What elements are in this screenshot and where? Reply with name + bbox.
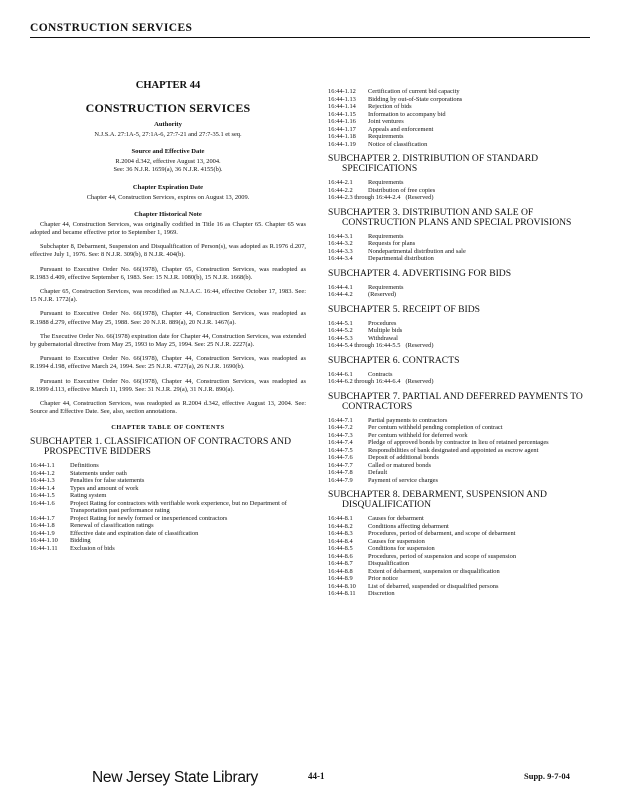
history-paragraph: Pursuant to Executive Order No. 66(1978), Chapter 44, Construction Services, was readopted as R.1988 d.279, effective May 25, 1988. See: 20 N.J.R. 889(a), 20 N.J.R. 1467(a). <box>30 310 306 326</box>
section-number: 16:44-7.1 <box>328 416 353 424</box>
section-title: (Reserved) <box>405 342 434 349</box>
toc-entry[interactable] <box>328 118 590 126</box>
section-number: 16:44-8.11 <box>328 590 356 597</box>
section-title: Bidding by out-of-State corporations <box>368 95 463 103</box>
subchapter-heading: SUBCHAPTER 1. CLASSIFICATION OF CONTRACTORS AND PROSPECTIVE BIDDERS <box>30 436 292 458</box>
section-number: 16:44-2.1 <box>328 179 353 186</box>
toc-entry[interactable] <box>328 141 590 149</box>
section-number: 16:44-1.8 <box>30 522 55 530</box>
left-column <box>30 80 306 552</box>
section-number: 16:44-8.6 <box>328 552 353 560</box>
toc-entry[interactable] <box>328 439 590 447</box>
section-title: Departmental distribution <box>368 255 434 262</box>
section-number: 16:44-1.11 <box>30 544 58 552</box>
toc-entry[interactable] <box>328 590 590 598</box>
section-title: Requirements <box>368 133 404 140</box>
expiration-text: Chapter 44, Construction Services, expires on August 13, 2009. <box>86 193 250 201</box>
section-title: Project Rating for contractors with verifiable work experience, but no Department of Transportation past performance rating <box>70 499 287 515</box>
toc-entry[interactable] <box>328 96 590 104</box>
toc-entry[interactable] <box>328 248 590 256</box>
section-number: 16:44-5.3 <box>328 334 353 342</box>
section-number: 16:44-2.3 through 16:44-2.4 <box>328 194 401 201</box>
history-paragraph: Chapter 44, Construction Services, was readopted as R.2004 d.342, effective August 13, 2004. See: Source and Effective Date. See, also, section annotations. <box>30 400 306 416</box>
section-number: 16:44-1.17 <box>328 125 356 133</box>
toc-entry[interactable] <box>30 470 306 478</box>
section-number: 16:44-1.18 <box>328 133 356 140</box>
section-number: 16:44-7.3 <box>328 431 353 439</box>
section-number: 16:44-1.7 <box>30 514 55 522</box>
toc-entry[interactable] <box>328 126 590 134</box>
toc-entry[interactable] <box>328 462 590 470</box>
history-paragraph: Chapter 65, Construction Services, was recodified as N.J.A.C. 16:44, effective October 17, 1983. See: 15 N.J.R. 1772(a). <box>30 288 306 304</box>
section-number: 16:44-7.2 <box>328 424 353 431</box>
section-title: Extent of debarment, suspension or disqualification <box>368 567 500 575</box>
section-number: 16:44-4.1 <box>328 283 353 291</box>
section-number: 16:44-1.5 <box>30 492 55 500</box>
section-number: 16:44-8.2 <box>328 522 353 530</box>
section-title: Called or matured bonds <box>368 461 432 469</box>
toc-entry[interactable] <box>30 545 306 553</box>
toc-entry[interactable] <box>328 432 590 440</box>
toc-entry[interactable] <box>328 291 590 299</box>
section-title: Withdrawal <box>368 334 398 342</box>
authority-heading: Authority <box>154 121 182 128</box>
toc-entry[interactable] <box>328 335 590 343</box>
history-paragraph: Chapter 44, Construction Services, was originally codified in Title 16 as Chapter 65. Chapter 65 was adopted and became effective prior to September 1, 1969. <box>30 220 306 237</box>
section-number: 16:44-1.3 <box>30 477 55 485</box>
section-number: 16:44-3.2 <box>328 240 353 247</box>
section-title: List of debarred, suspended or disqualified persons <box>368 582 499 590</box>
toc-entry[interactable] <box>328 417 590 425</box>
section-number: 16:44-7.6 <box>328 454 353 461</box>
toc-entry[interactable] <box>328 240 590 248</box>
toc-entry[interactable] <box>328 342 590 350</box>
history-paragraph: Subchapter 8, Debarment, Suspension and Disqualification of Person(s), was adopted as R.1976 d.207, effective July 1, 1976. See: 8 N.J.R. 309(b), 8 N.J.R. 404(b). <box>30 243 306 259</box>
source-line: See: 36 N.J.R. 1659(a), 36 N.J.R. 4155(b). <box>113 166 223 174</box>
history-paragraph: Pursuant to Executive Order No. 66(1978), Chapter 44, Construction Services, was readopted as R.1994 d.198, effective March 24, 1994. See: 25 N.J.R. 4727(a), 26 N.J.R. 1690(b). <box>30 355 306 371</box>
section-title: Disqualification <box>368 560 410 567</box>
toc-entry[interactable] <box>30 530 306 538</box>
subchapter-heading: SUBCHAPTER 4. ADVERTISING FOR BIDS <box>328 267 512 279</box>
section-number: 16:44-3.1 <box>328 232 353 240</box>
running-title: CONSTRUCTION SERVICES <box>30 22 193 34</box>
toc-heading: CHAPTER TABLE OF CONTENTS <box>111 424 225 432</box>
section-title: Exclusion of bids <box>70 544 115 552</box>
toc-entry[interactable] <box>328 103 590 111</box>
toc-entry[interactable] <box>328 284 590 292</box>
toc-entry[interactable] <box>328 530 590 538</box>
section-title: Definitions <box>70 462 99 470</box>
section-number: 16:44-3.3 <box>328 247 353 255</box>
toc-entry[interactable] <box>328 320 590 328</box>
section-number: 16:44-3.4 <box>328 255 353 262</box>
toc-entry[interactable] <box>328 568 590 576</box>
history-paragraph: Pursuant to Executive Order No. 66(1978), Chapter 44, Construction Services, was readopted as R.1999 d.113, effective March 11, 1999. See: 31 N.J.R. 29(a), 31 N.J.R. 890(a). <box>30 377 306 393</box>
section-title: Conditions for suspension <box>368 545 435 552</box>
footer-page-number: 44-1 <box>308 771 325 781</box>
section-title: Contracts <box>368 370 393 378</box>
section-title: Certification of current bid capacity <box>368 88 460 95</box>
toc-entry[interactable] <box>328 560 590 568</box>
toc-entry[interactable] <box>328 447 590 455</box>
section-title: Information to accompany bid <box>368 110 446 118</box>
section-number: 16:44-1.16 <box>328 118 356 125</box>
section-number: 16:44-8.8 <box>328 567 353 575</box>
toc-entry[interactable] <box>328 179 590 187</box>
toc-entry[interactable] <box>328 371 590 379</box>
section-number: 16:44-1.6 <box>30 499 55 507</box>
toc-entry[interactable] <box>328 233 590 241</box>
section-title: Default <box>368 469 388 476</box>
section-number: 16:44-1.19 <box>328 140 356 148</box>
section-title: (Reserved) <box>368 291 397 298</box>
toc-entry[interactable] <box>328 378 590 386</box>
history-paragraph: The Executive Order No. 66(1978) expiration date for Chapter 44, Construction Services, was extended by gubernatorial directive from May 25, 1993 to May 25, 1994. See: 25 N.J.R. 2227(a). <box>30 332 306 349</box>
section-number: 16:44-7.5 <box>328 446 353 454</box>
section-number: 16:44-1.14 <box>328 103 356 110</box>
section-number: 16:44-7.8 <box>328 469 353 476</box>
section-title: Requirements <box>368 179 404 186</box>
section-number: 16:44-8.9 <box>328 575 353 582</box>
toc-left <box>30 437 306 552</box>
section-title: Procedures, period of suspension and scope of suspension <box>368 552 517 560</box>
section-title: Conditions affecting debarment <box>368 522 449 530</box>
section-number: 16:44-1.10 <box>30 537 58 545</box>
section-title: (Reserved) <box>405 194 434 201</box>
section-title: Effective date and expiration date of classification <box>70 529 199 537</box>
section-title: Renewal of classification ratings <box>70 522 154 530</box>
toc-entry[interactable] <box>328 88 590 96</box>
header-rule <box>30 37 590 38</box>
toc-entry[interactable] <box>328 327 590 335</box>
toc-entry[interactable] <box>30 462 306 470</box>
toc-entry[interactable] <box>328 469 590 477</box>
section-number: 16:44-1.9 <box>30 529 55 537</box>
section-number: 16:44-7.7 <box>328 461 353 469</box>
section-number: 16:44-1.2 <box>30 469 55 477</box>
section-title: Rejection of bids <box>368 103 412 110</box>
section-title: Partial payments to contractors <box>368 416 448 424</box>
section-title: Discretion <box>368 590 395 597</box>
toc-entry[interactable] <box>328 477 590 485</box>
section-number: 16:44-8.10 <box>328 582 356 590</box>
chapter-number: CHAPTER 44 <box>135 80 201 91</box>
toc-entry[interactable] <box>328 515 590 523</box>
toc-entry[interactable] <box>30 500 306 515</box>
history-heading: Chapter Historical Note <box>134 210 202 218</box>
section-number: 16:44-2.2 <box>328 186 353 194</box>
section-number: 16:44-8.4 <box>328 537 353 545</box>
section-number: 16:44-4.2 <box>328 291 353 298</box>
section-title: Responsibilities of bank designated and appointed as escrow agent <box>368 446 539 454</box>
history-notes <box>30 221 306 417</box>
toc-entry[interactable] <box>30 515 306 523</box>
section-title: Per centum withheld pending completion of contract <box>368 424 503 431</box>
toc-entry[interactable] <box>328 187 590 195</box>
section-title: Per centum withheld for deferred work <box>368 431 468 439</box>
section-title: Appeals and enforcement <box>368 125 434 133</box>
toc-entry[interactable] <box>328 255 590 263</box>
history-paragraph: Pursuant to Executive Order No. 66(1978), Chapter 65, Construction Services, was readopted as R.1983 d.409, effective September 6, 1983. See: 15 N.J.R. 1080(b), 15 N.J.R. 1668(b). <box>30 265 306 281</box>
section-number: 16:44-1.15 <box>328 110 356 118</box>
section-title: Requirements <box>368 232 404 240</box>
toc-entry[interactable] <box>30 522 306 530</box>
expiration-heading: Chapter Expiration Date <box>132 183 204 191</box>
section-number: 16:44-1.13 <box>328 95 356 103</box>
section-title: (Reserved) <box>405 378 434 385</box>
toc-entry[interactable] <box>328 133 590 141</box>
section-title: Multiple bids <box>368 327 403 334</box>
section-title: Procedures <box>368 319 397 327</box>
section-title: Statements under oath <box>70 469 127 477</box>
subchapter-heading: SUBCHAPTER 6. CONTRACTS <box>328 354 460 366</box>
toc-entry[interactable] <box>328 194 590 202</box>
section-title: Payment of service charges <box>368 476 438 484</box>
source-line: R.2004 d.342, effective August 13, 2004. <box>115 158 221 166</box>
section-number: 16:44-1.4 <box>30 484 55 492</box>
authority-text: N.J.S.A. 27:1A-5, 27:1A-6, 27:7-21 and 27:7-35.1 et seq. <box>94 131 242 138</box>
section-title: Project Rating for newly formed or inexperienced contractors <box>70 514 228 522</box>
section-number: 16:44-7.4 <box>328 439 353 446</box>
chapter-title: CONSTRUCTION SERVICES <box>85 101 251 115</box>
section-title: Bidding <box>70 537 91 545</box>
section-title: Rating system <box>70 492 107 500</box>
section-title: Causes for suspension <box>368 537 425 545</box>
toc-entry[interactable] <box>328 583 590 591</box>
toc-entry[interactable] <box>328 454 590 462</box>
section-number: 16:44-7.9 <box>328 476 353 484</box>
section-title: Causes for debarment <box>368 515 424 522</box>
section-number: 16:44-8.5 <box>328 545 353 552</box>
toc-entry[interactable] <box>328 575 590 583</box>
section-number: 16:44-5.1 <box>328 319 353 327</box>
section-title: Notice of classification <box>368 140 428 148</box>
toc-entry[interactable] <box>328 523 590 531</box>
section-title: Penalties for false statements <box>70 477 145 485</box>
section-title: Distribution of free copies <box>368 186 436 194</box>
section-title: Prior notice <box>368 575 398 582</box>
toc-entry[interactable] <box>30 477 306 485</box>
subchapter-heading: SUBCHAPTER 2. DISTRIBUTION OF STANDARD SPECIFICATIONS <box>328 153 539 174</box>
section-title: Requirements <box>368 283 404 291</box>
toc-entry[interactable] <box>328 111 590 119</box>
footer-supplement: Supp. 9-7-04 <box>524 771 570 781</box>
section-title: Nondepartmental distribution and sale <box>368 247 466 255</box>
toc-entry[interactable] <box>328 538 590 546</box>
section-title: Joint ventures <box>368 118 404 125</box>
section-number: 16:44-1.1 <box>30 462 55 470</box>
section-title: Types and amount of work <box>70 484 139 492</box>
toc-right <box>328 88 590 598</box>
section-number: 16:44-1.12 <box>328 88 356 95</box>
subchapter-heading: SUBCHAPTER 3. DISTRIBUTION AND SALE OF CONSTRUCTION PLANS AND SPECIAL PROVISIONS <box>328 206 572 228</box>
section-number: 16:44-6.2 through 16:44-6.4 <box>328 378 401 385</box>
subchapter-heading: SUBCHAPTER 8. DEBARMENT, SUSPENSION AND DISQUALIFICATION <box>328 489 547 510</box>
toc-entry[interactable] <box>328 553 590 561</box>
section-title: Procedures, period of debarment, and scope of debarment <box>368 530 516 537</box>
toc-entry[interactable] <box>30 537 306 545</box>
toc-entry[interactable] <box>30 492 306 500</box>
section-number: 16:44-5.2 <box>328 327 353 334</box>
section-number: 16:44-8.3 <box>328 530 353 537</box>
section-title: Requests for plans <box>368 240 416 247</box>
section-title: Pledge of approved bonds by contractor in lieu of retained percentages <box>368 439 549 446</box>
section-number: 16:44-6.1 <box>328 370 353 378</box>
toc-entry[interactable] <box>328 545 590 553</box>
subchapter-heading: SUBCHAPTER 5. RECEIPT OF BIDS <box>328 303 481 315</box>
section-number: 16:44-8.7 <box>328 560 353 567</box>
source-heading: Source and Effective Date <box>131 148 205 156</box>
footer-library: New Jersey State Library <box>92 769 258 786</box>
section-number: 16:44-5.4 through 16:44-5.5 <box>328 342 401 349</box>
subchapter-heading: SUBCHAPTER 7. PARTIAL AND DEFERRED PAYMENTS TO CONTRACTORS <box>328 390 583 412</box>
right-column <box>328 88 590 598</box>
section-number: 16:44-8.1 <box>328 515 353 522</box>
toc-entry[interactable] <box>30 485 306 493</box>
toc-entry[interactable] <box>328 424 590 432</box>
section-title: Deposit of additional bonds <box>368 454 439 461</box>
